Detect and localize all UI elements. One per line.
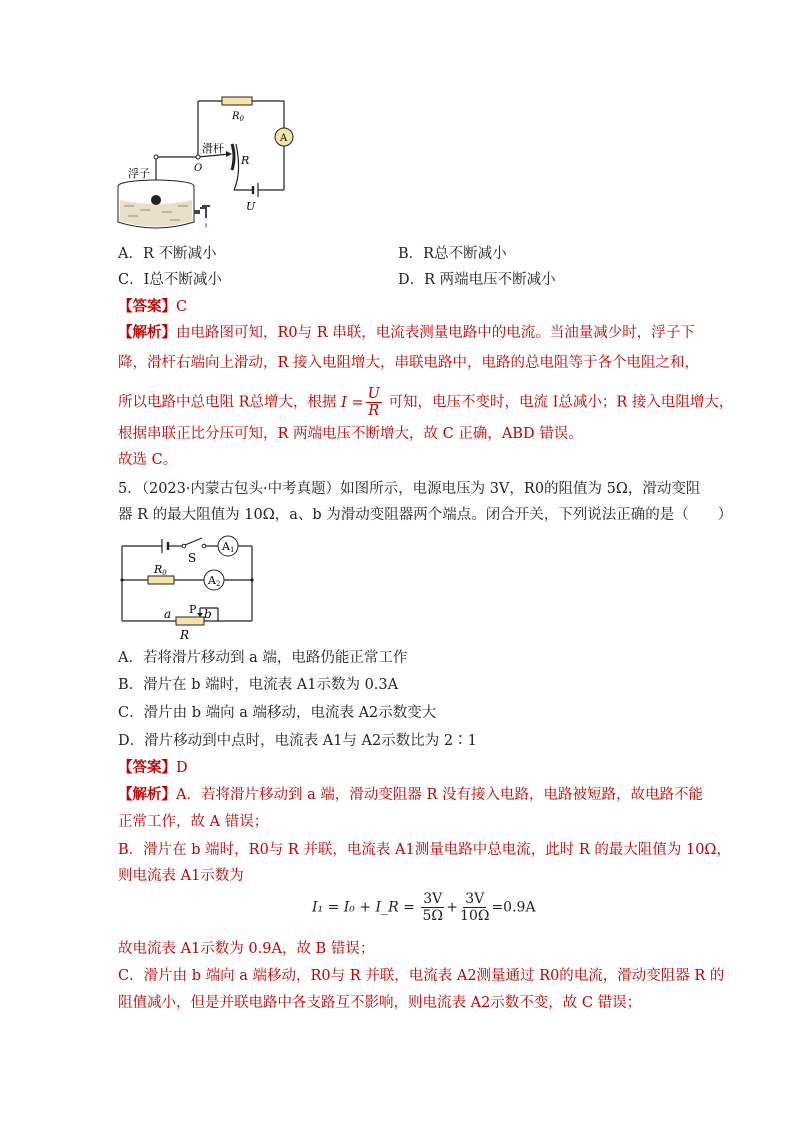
q4-answer-value: C [176, 299, 188, 315]
fig1-float-label: 浮子 [128, 167, 150, 180]
fig1-pivot-label: O [194, 163, 203, 174]
formula-lhs: I₁ = I₀ + I_R = [312, 899, 415, 916]
q4-conclusion: 故选 C。 [118, 452, 178, 468]
q4-analysis-text-3b: 可知，电压不变时，电流 I总减小；R 接入电阻增大， [388, 394, 734, 411]
q4-option-a: A．R 不断减小 [118, 246, 217, 262]
fig1-voltage-label: U [246, 200, 256, 213]
formula-rhs: =0.9A [491, 899, 536, 916]
q5-current-formula [312, 891, 536, 931]
formula-fraction-2 [460, 891, 489, 924]
parallel-circuit-diagram [118, 532, 268, 644]
q5-answer-value: D [176, 760, 188, 776]
fraction-1-denominator: 5Ω [422, 908, 444, 924]
fig2-p-label: P [189, 603, 197, 616]
q4-analysis-line-3 [118, 386, 734, 419]
oil-gauge-circuit-diagram [110, 92, 310, 244]
q4-answer [118, 297, 187, 317]
q4-option-b: B．R总不断减小 [398, 246, 507, 262]
fig2-r0-label: R0 [154, 563, 167, 577]
fig2-a2-label: A2 [208, 574, 221, 588]
fig2-end-a-label: a [164, 607, 172, 621]
fig1-r0-label: $R_0$ [232, 111, 244, 123]
ohms-law-lhs: I = [341, 394, 364, 411]
q4-analysis-text-1: 由电路图可知，R0与 R 串联，电流表测量电路中的电流。当油量减少时，浮子下 [176, 325, 695, 341]
q4-analysis-line-4: 根据串联正比分压可知，R 两端电压不断增大，故 C 正确，ABD 错误。 [118, 426, 583, 442]
q5-option-a: A．若将滑片移动到 a 端，电路仍能正常工作 [118, 650, 408, 666]
q4-option-d: D．R 两端电压不断减小 [398, 272, 556, 288]
fig2-switch-label: S [188, 551, 197, 565]
q5-answer [118, 758, 188, 778]
formula-fraction-1 [421, 891, 444, 924]
q5-analysis-text-a1: A．若将滑片移动到 a 端，滑动变阻器 R 没有接入电路，电路被短路，故电路不能 [176, 787, 703, 803]
fig1-resistor-label: R [241, 154, 250, 167]
q4-option-c: C．I总不断减小 [118, 272, 222, 288]
q5-analysis-line-b3: 故电流表 A1示数为 0.9A，故 B 错误； [118, 941, 375, 957]
q5-analysis-line-b1: B．滑片在 b 端时，R0与 R 并联，电流表 A1测量电路中总电流，此时 R 的最大阻值为 10Ω， [118, 842, 731, 858]
q5-stem-line-1: 5．（2023·内蒙古包头·中考真题）如图所示，电源电压为 3V，R0的阻值为 5Ω，滑动变阻 [118, 481, 701, 497]
fraction-2-numerator: 3V [465, 891, 485, 907]
fig1-slider-label: 滑杆 [202, 142, 224, 155]
q5-analysis-line-b2: 则电流表 A1示数为 [118, 868, 244, 884]
fig2-end-b-label: b [204, 607, 212, 621]
q5-option-d: D．滑片移动到中点时，电流表 A1与 A2示数比为 2∶1 [118, 733, 477, 749]
q5-answer-label: 【答案】 [118, 759, 176, 776]
q5-analysis-line-c2: 阻值减小，但是并联电路中各支路互不影响，则电流表 A2示数不变，故 C 错误； [118, 995, 642, 1011]
fraction-1-numerator: 3V [423, 891, 443, 907]
q5-stem-line-2: 器 R 的最大阻值为 10Ω，a、b 为滑动变阻器两个端点。闭合开关，下列说法正确的是（ ） [118, 507, 733, 523]
ohms-law-denominator: R [368, 403, 380, 419]
formula-plus: + [446, 899, 459, 916]
q5-analysis-line-c1: C．滑片由 b 端向 a 端移动，R0与 R 并联，电流表 A2测量通过 R0的电流，滑动变阻器 R 的 [118, 968, 725, 984]
ohms-law-fraction [366, 386, 382, 419]
q5-analysis-line-a1 [118, 785, 703, 805]
q5-analysis-line-a2: 正常工作，故 A 错误； [118, 814, 269, 830]
q4-analysis-label: 【解析】 [118, 324, 176, 341]
fig2-r-label: R [180, 628, 190, 642]
q4-analysis-line-1 [118, 323, 695, 343]
fig1-ammeter-label: A [280, 133, 288, 144]
q5-option-b: B．滑片在 b 端时，电流表 A1示数为 0.3A [118, 677, 399, 693]
q4-analysis-line-2: 降，滑杆右端向上滑动，R 接入电阻增大，串联电路中，电路的总电阻等于各个电阻之和， [118, 355, 700, 371]
fig2-a1-label: A1 [222, 540, 235, 554]
ohms-law-numerator: U [367, 386, 380, 402]
q5-option-c: C．滑片由 b 端向 a 端移动，电流表 A2示数变大 [118, 705, 437, 721]
fraction-2-denominator: 10Ω [460, 908, 490, 924]
q5-analysis-label: 【解析】 [118, 786, 176, 803]
q4-analysis-text-3a: 所以电路中总电阻 R总增大，根据 [118, 394, 337, 411]
ohms-law-formula [341, 386, 384, 419]
q4-answer-label: 【答案】 [118, 298, 176, 315]
